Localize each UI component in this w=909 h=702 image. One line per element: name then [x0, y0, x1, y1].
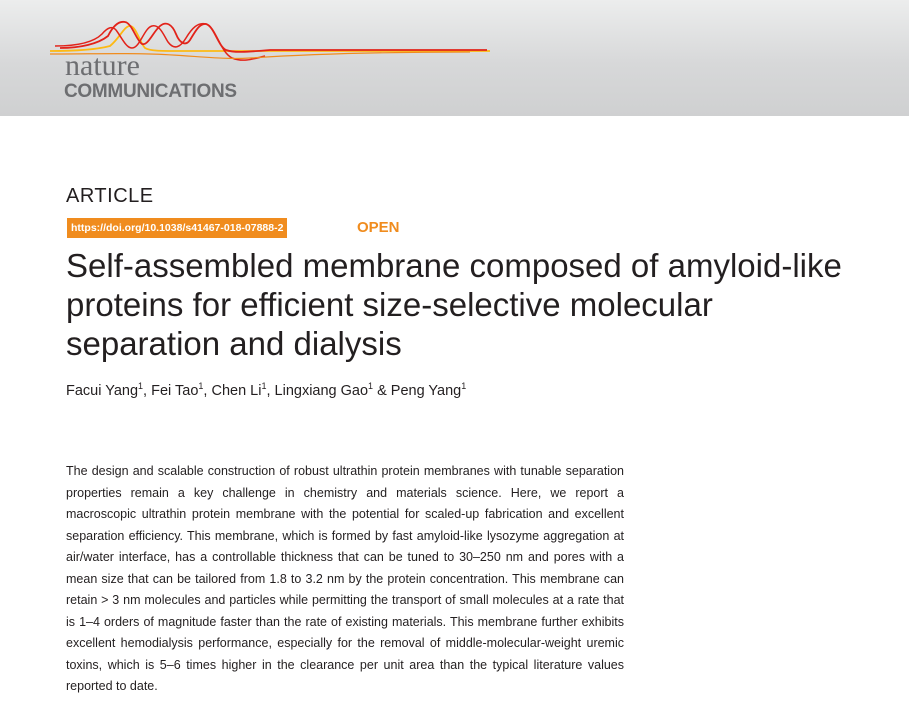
author-separator: , [203, 383, 212, 399]
author-name: Peng Yang [390, 383, 462, 399]
article-type-label: ARTICLE [66, 185, 154, 207]
author-name: Facui Yang [66, 383, 139, 399]
author-name: Lingxiang Gao [274, 383, 369, 399]
author-affiliation-mark: 1 [138, 381, 144, 391]
author-list [66, 381, 466, 401]
article-title: Self-assembled membrane composed of amyloid-like proteins for efficient size-selective molecular separation and dialysis [66, 247, 842, 362]
doi-link[interactable]: https://doi.org/10.1038/s41467-018-07888-2 [67, 218, 287, 238]
author-name: Chen Li [211, 383, 262, 399]
author-affiliation-mark: 1 [368, 381, 374, 391]
abstract-text: The design and scalable construction of robust ultrathin protein membranes with tunable separation properties remain a key challenge in chemistry and materials science. Here, we report a macroscopic ultrathin protein membrane with the potential for scaled-up fabrication and excellent separation efficiency. This membrane, which is formed by fast amyloid-like lysozyme aggregation at air/water interface, has a controllable thickness that can be tuned to 30–250 nm and pores with a mean size that can be tailored from 1.8 to 3.2 nm by the protein concentration. This membrane can retain > 3 nm molecules and particles while permitting the transport of small molecules at a rate that is 1–4 orders of magnitude faster than the rate of existing materials. This membrane further exhibits excellent hemodialysis performance, especially for the removal of middle-molecular-weight uremic toxins, which is 5–6 times higher in the clearance per unit area than the typical literature values reported to date. [66, 464, 624, 693]
author-name: Fei Tao [151, 383, 199, 399]
open-access-label: OPEN [357, 219, 400, 236]
journal-name-communications: COMMUNICATIONS [64, 81, 237, 102]
journal-banner [0, 0, 909, 116]
author-separator: , [266, 383, 275, 399]
author-affiliation-mark: 1 [198, 381, 204, 391]
author-affiliation-mark: 1 [261, 381, 267, 391]
author-separator: & [373, 383, 391, 399]
author-affiliation-mark: 1 [461, 381, 467, 391]
journal-name-nature: nature [65, 49, 140, 82]
author-separator: , [143, 383, 152, 399]
